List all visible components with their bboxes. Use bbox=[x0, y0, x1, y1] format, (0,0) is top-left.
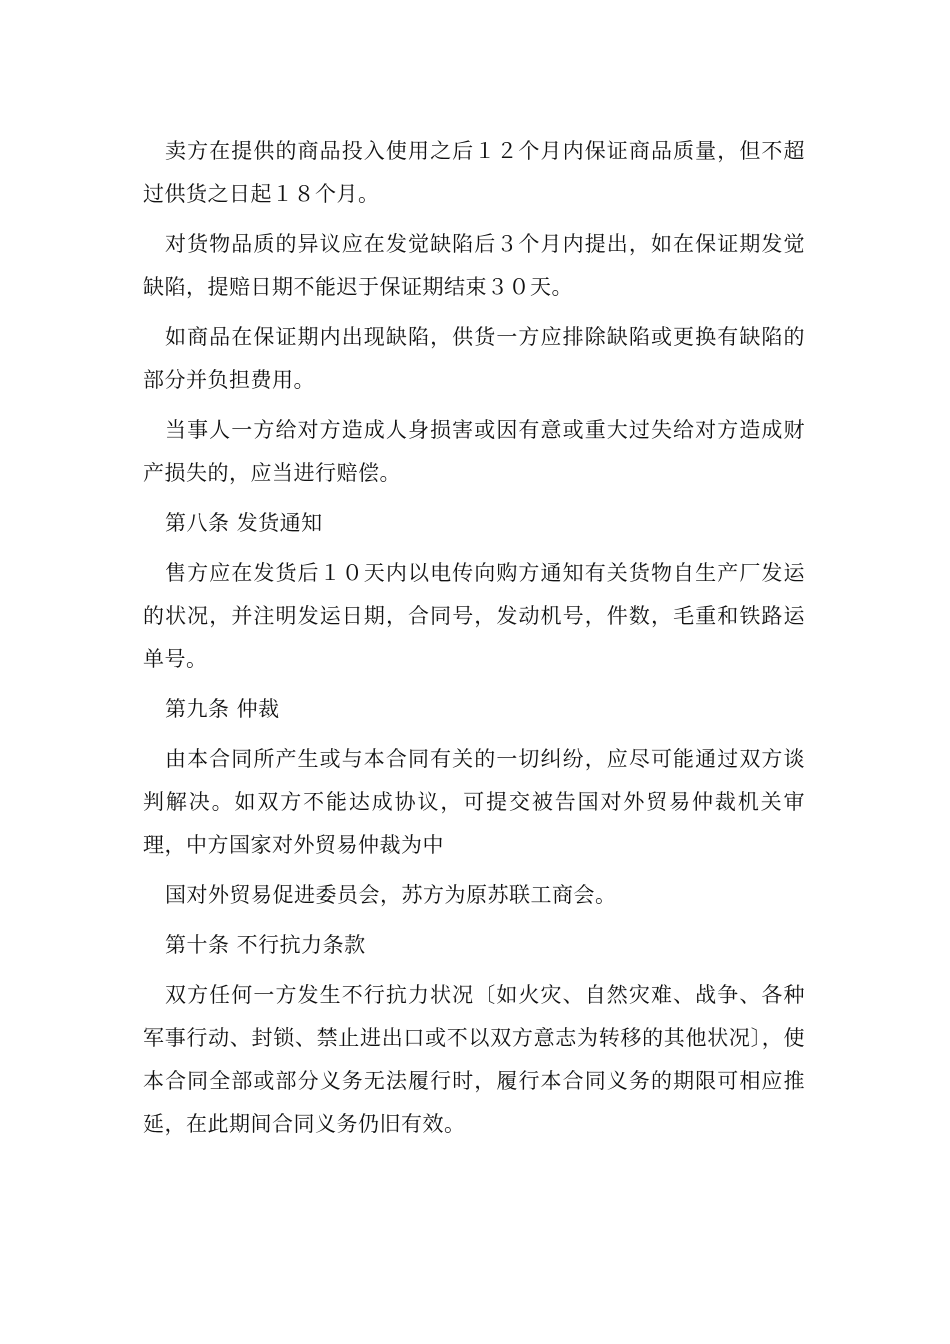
paragraph-force-majeure: 双方任何一方发生不行抗力状况〔如火灾、自然灾难、战争、各种军事行动、封锁、禁止进出口或不以双方意志为转移的其他状况〕，使本合同全部或部分义务无法履行时，履行本合同义务的期限可相应推延，在此期间合同义务仍旧有效。 bbox=[143, 983, 805, 1136]
paragraph-shipping-notice: 售方应在发货后１０天内以电传向购方通知有关货物自生产厂发运的状况，并注明发运日期，合同号，发动机号，件数，毛重和铁路运单号。 bbox=[143, 561, 805, 671]
article-10-heading: 第十条 不行抗力条款 bbox=[165, 933, 366, 957]
paragraph-defect-remedy: 如商品在保证期内出现缺陷，供货一方应排除缺陷或更换有缺陷的部分并负担费用。 bbox=[143, 325, 805, 392]
paragraph-arbitration-continued: 国对外贸易促进委员会，苏方为原苏联工商会。 bbox=[165, 883, 617, 907]
paragraph-warranty-period: 卖方在提供的商品投入使用之后１２个月内保证商品质量，但不超过供货之日起１８个月。 bbox=[143, 139, 805, 206]
article-9-heading: 第九条 仲裁 bbox=[165, 697, 280, 721]
document-body bbox=[143, 130, 805, 1153]
paragraph-quality-objection: 对货物品质的异议应在发觉缺陷后３个月内提出，如在保证期发觉缺陷，提赔日期不能迟于保证期结束３０天。 bbox=[143, 232, 805, 299]
paragraph-compensation: 当事人一方给对方造成人身损害或因有意或重大过失给对方造成财产损失的，应当进行赔偿。 bbox=[143, 418, 805, 485]
paragraph-arbitration: 由本合同所产生或与本合同有关的一切纠纷，应尽可能通过双方谈判解决。如双方不能达成协议，可提交被告国对外贸易仲裁机关审理，中方国家对外贸易仲裁为中 bbox=[143, 747, 805, 857]
article-8-heading: 第八条 发货通知 bbox=[165, 511, 323, 535]
